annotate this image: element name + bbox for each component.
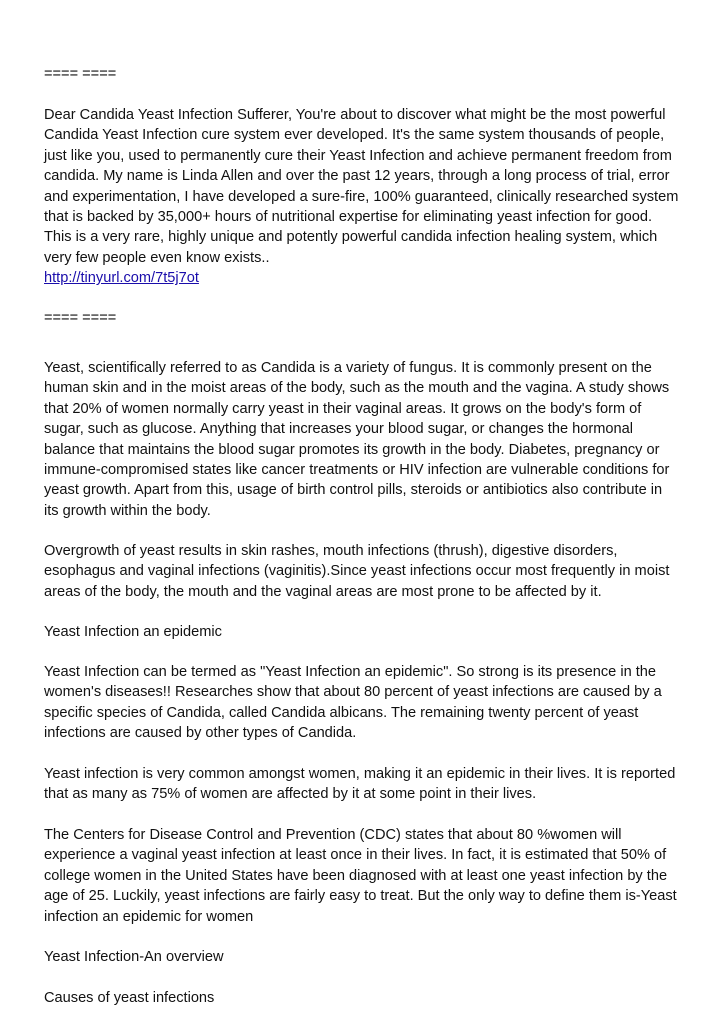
- paragraph-line: infection an epidemic for women: [44, 908, 254, 925]
- paragraph-line: Yeast, scientifically referred to as Candida is a variety of fungus. It is commonly present on the: [44, 360, 652, 376]
- paragraph-line: human skin and in the moist areas of the body, such as the mouth and the vagina. A study shows: [44, 380, 670, 397]
- paragraph-yeast-overview: [44, 358, 692, 521]
- intro-line: very few people even know exists..: [44, 249, 270, 266]
- paragraph-line: Yeast Infection can be termed as "Yeast Infection an epidemic". So strong is its presence in the: [44, 664, 657, 680]
- paragraph-epidemic: [44, 662, 692, 744]
- paragraph-line: college women in the United States have been diagnosed with at least one yeast infection by the: [44, 867, 668, 884]
- paragraph-overgrowth: [44, 541, 692, 602]
- intro-line: candida. My name is Linda Allen and over the past 12 years, through a long process of trial, error: [44, 168, 670, 185]
- paragraph-line: specific species of Candida, called Candida albicans. The remaining twenty percent of yeast: [44, 704, 639, 721]
- paragraph-line: yeast growth. Apart from this, usage of birth control pills, steroids or antibiotics also contribute in: [44, 482, 663, 499]
- intro-line: This is a very rare, highly unique and potently powerful candida infection healing system, which: [44, 229, 658, 246]
- paragraph-line: The Centers for Disease Control and Prevention (CDC) states that about 80 %women will: [44, 827, 622, 843]
- paragraph-line: Overgrowth of yeast results in skin rashes, mouth infections (thrush), digestive disorders,: [44, 543, 618, 559]
- paragraph-line: its growth within the body.: [44, 502, 211, 519]
- paragraph-line: balance that maintains the blood sugar promotes its growth in the body. Diabetes, pregnancy or: [44, 441, 660, 458]
- offer-link[interactable]: http://tinyurl.com/7t5j7ot: [44, 270, 199, 287]
- paragraph-line: that 20% of women normally carry yeast in their vaginal areas. It grows on the body's form of: [44, 400, 642, 417]
- heading-epidemic: Yeast Infection an epidemic: [44, 624, 222, 640]
- intro-paragraph: [44, 105, 692, 289]
- intro-line: Candida Yeast Infection cure system ever developed. It's the same system thousands of people,: [44, 127, 665, 144]
- paragraph-common: [44, 764, 692, 805]
- intro-line: and experimentation, I have developed a sure-fire, 100% guaranteed, clinically researched system: [44, 188, 679, 205]
- paragraph-line: immune-compromised states like cancer treatments or HIV infection are vulnerable conditions for: [44, 461, 670, 478]
- paragraph-line: age of 25. Luckily, yeast infections are fairly easy to treat. But the only way to define them is-Yeast: [44, 888, 677, 905]
- paragraph-line: Yeast infection is very common amongst women, making it an epidemic in their lives. It is reported: [44, 766, 676, 782]
- heading-overview: Yeast Infection-An overview: [44, 949, 224, 965]
- paragraph-line: sugar, such as glucose. Anything that increases your blood sugar, or changes the hormonal: [44, 421, 633, 438]
- intro-line: just like you, used to permanently cure their Yeast Infection and achieve permanent freedom from: [44, 147, 672, 164]
- paragraph-line: experience a vaginal yeast infection at least once in their lives. In fact, it is estimated that 50% of: [44, 847, 667, 864]
- separator-top: ==== ====: [44, 66, 117, 82]
- paragraph-line: infections are caused by other types of Candida.: [44, 725, 357, 742]
- separator-bottom: ==== ====: [44, 310, 117, 326]
- heading-causes: Causes of yeast infections: [44, 990, 215, 1006]
- paragraph-cdc: [44, 825, 692, 927]
- paragraph-line: women's diseases!! Researches show that about 80 percent of yeast infections are caused by a: [44, 684, 662, 701]
- paragraph-line: that as many as 75% of women are affected by it at some point in their lives.: [44, 786, 537, 803]
- intro-line: that is backed by 35,000+ hours of nutritional expertise for eliminating yeast infection for good.: [44, 208, 653, 225]
- paragraph-line: esophagus and vaginal infections (vaginitis).Since yeast infections occur most frequently in moist: [44, 563, 670, 580]
- paragraph-line: areas of the body, the mouth and the vaginal areas are most prone to be affected by it.: [44, 583, 602, 600]
- intro-line: Dear Candida Yeast Infection Sufferer, You're about to discover what might be the most powerful: [44, 107, 666, 123]
